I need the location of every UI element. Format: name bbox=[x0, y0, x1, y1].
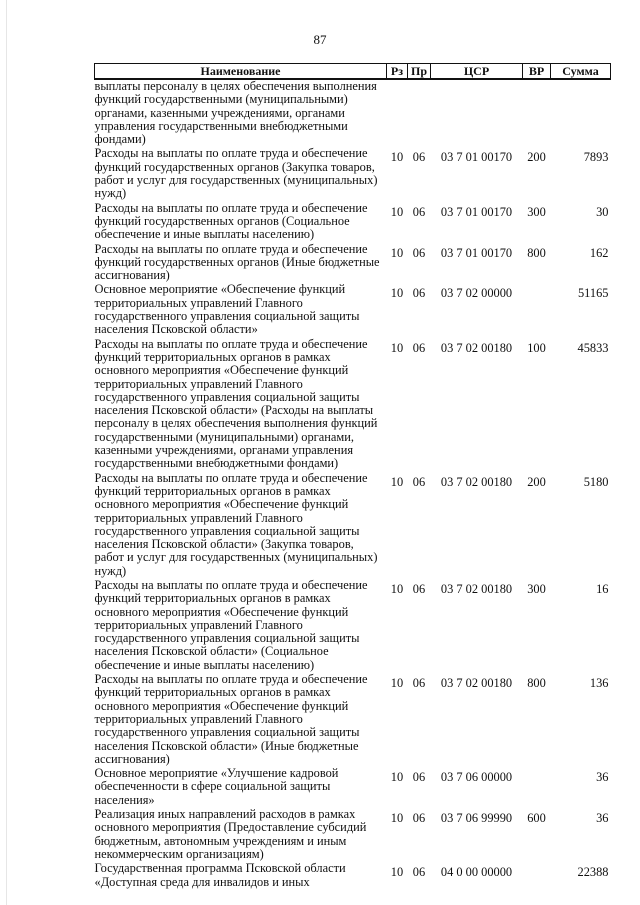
row-sum: 7893 bbox=[583, 150, 609, 165]
row-csr: 03 7 06 99990 bbox=[440, 811, 513, 826]
row-sum: 51165 bbox=[577, 286, 609, 301]
row-pr: 06 bbox=[412, 286, 426, 301]
row-sum: 136 bbox=[589, 676, 609, 691]
row-name: Расходы на выплаты по оплате труда и обеспечение функций территориальных органов в рамках основного мероприятия «Обеспечение функций территориальных управлений Главного государственного управления социальной защиты населения Псковской области» (Социальное обеспечение и иные выплаты населению) bbox=[94, 577, 368, 672]
row-vr bbox=[523, 766, 551, 807]
header-pr: Пр bbox=[408, 64, 431, 80]
row-vr bbox=[523, 282, 551, 336]
page-number: 87 bbox=[313, 32, 327, 47]
row-rz: 10 bbox=[390, 204, 404, 219]
row-csr: 03 7 06 00000 bbox=[440, 770, 513, 785]
row-sum: 16 bbox=[596, 581, 609, 596]
row-vr: 800 bbox=[527, 676, 546, 691]
row-csr: 03 7 02 00000 bbox=[440, 286, 513, 301]
row-csr: 03 7 01 00170 bbox=[440, 204, 513, 219]
row-pr: 06 bbox=[412, 676, 426, 691]
header-sum: Сумма bbox=[551, 64, 611, 80]
table-row bbox=[95, 766, 611, 807]
row-pr: 06 bbox=[412, 340, 426, 355]
row-csr: 03 7 02 00180 bbox=[440, 676, 513, 691]
row-name: Расходы на выплаты по оплате труда и обеспечение функций государственных органов (Иные бюджетные ассигнования) bbox=[94, 241, 380, 283]
row-pr: 06 bbox=[412, 770, 426, 785]
row-sum: 36 bbox=[596, 811, 609, 826]
row-rz: 10 bbox=[390, 245, 404, 260]
scan-edge bbox=[6, 0, 7, 905]
row-sum: 162 bbox=[589, 245, 609, 260]
table-row bbox=[95, 807, 611, 861]
table-row bbox=[95, 146, 611, 200]
row-rz: 10 bbox=[390, 865, 404, 880]
row-pr: 06 bbox=[412, 204, 426, 219]
row-name: Основное мероприятие «Обеспечение функций территориальных управлений Главного государственного управления социальной защиты населения Псковской области» bbox=[94, 282, 360, 337]
header-rz: Рз bbox=[387, 64, 408, 80]
row-sum: 30 bbox=[596, 204, 609, 219]
row-csr: 03 7 01 00170 bbox=[440, 245, 513, 260]
row-sum: 45833 bbox=[577, 340, 609, 355]
row-pr: 06 bbox=[412, 245, 426, 260]
row-rz: 10 bbox=[390, 286, 404, 301]
row-vr bbox=[523, 861, 551, 889]
row-vr: 300 bbox=[527, 204, 546, 219]
budget-table bbox=[94, 63, 611, 889]
row-name: Расходы на выплаты по оплате труда и обеспечение функций территориальных органов в рамках основного мероприятия «Обеспечение функций территориальных управлений Главного государственного управления социальной защиты населения Псковской области» (Закупка товаров, работ и услуг для государственных (муниципальных) нужд) bbox=[94, 470, 378, 578]
row-vr: 800 bbox=[527, 245, 546, 260]
row-rz: 10 bbox=[390, 150, 404, 165]
table-row bbox=[95, 672, 611, 766]
row-name: Расходы на выплаты по оплате труда и обеспечение функций территориальных органов в рамках основного мероприятия «Обеспечение функций территориальных управлений Главного государственного управления социальной защиты населения Псковской области» (Расходы на выплаты персоналу в целях обеспечения выполнения функций государственными (муниципальными) органами, казенными учреждениями, органами управления государственными внебюджетными фондами) bbox=[94, 336, 378, 471]
row-csr: 03 7 02 00180 bbox=[440, 581, 513, 596]
row-pr: 06 bbox=[412, 150, 426, 165]
row-name: Расходы на выплаты по оплате труда и обеспечение функций территориальных органов в рамках основного мероприятия «Обеспечение функций территориальных управлений Главного государственного управления социальной защиты населения Псковской области» (Иные бюджетные ассигнования) bbox=[94, 672, 368, 766]
row-name: Реализация иных направлений расходов в рамках основного мероприятия (Предоставление субсидий бюджетным, автономным учреждениям и иным некоммерческим организациям) bbox=[94, 807, 367, 861]
row-csr: 03 7 02 00180 bbox=[440, 340, 513, 355]
continuation-row bbox=[95, 79, 611, 146]
row-csr: 03 7 01 00170 bbox=[440, 150, 513, 165]
header-vr: ВР bbox=[523, 64, 551, 80]
row-rz: 10 bbox=[390, 340, 404, 355]
row-name: Расходы на выплаты по оплате труда и обеспечение функций государственных органов (Закупка товаров, работ и услуг для государственных (муниципальных) нужд) bbox=[94, 146, 378, 201]
row-pr: 06 bbox=[412, 474, 426, 489]
header-csr: ЦСР bbox=[431, 64, 523, 80]
table-row bbox=[95, 242, 611, 283]
row-sum: 36 bbox=[596, 770, 609, 785]
row-vr: 200 bbox=[527, 474, 546, 489]
table-row bbox=[95, 861, 611, 889]
row-sum: 22388 bbox=[577, 865, 609, 880]
header-name: Наименование bbox=[95, 64, 387, 80]
continuation-text: выплаты персоналу в целях обеспечения выполнения функций государственными (муниципальными) органами, казенными учреждениями, органами управления государственными внебюджетными фондами) bbox=[94, 79, 377, 147]
row-vr: 100 bbox=[527, 340, 546, 355]
table-row bbox=[95, 578, 611, 672]
row-rz: 10 bbox=[390, 676, 404, 691]
row-vr: 600 bbox=[527, 811, 546, 826]
row-vr: 200 bbox=[527, 150, 546, 165]
table-row bbox=[95, 282, 611, 336]
row-pr: 06 bbox=[412, 865, 426, 880]
row-rz: 10 bbox=[390, 811, 404, 826]
row-rz: 10 bbox=[390, 474, 404, 489]
row-csr: 03 7 02 00180 bbox=[440, 474, 513, 489]
row-vr: 300 bbox=[527, 581, 546, 596]
row-pr: 06 bbox=[412, 581, 426, 596]
row-sum: 5180 bbox=[583, 474, 609, 489]
row-csr: 04 0 00 00000 bbox=[440, 865, 513, 880]
table-row bbox=[95, 337, 611, 471]
table-row bbox=[95, 201, 611, 242]
row-name: Государственная программа Псковской области «Доступная среда для инвалидов и иных bbox=[94, 861, 346, 889]
row-pr: 06 bbox=[412, 811, 426, 826]
table-row bbox=[95, 471, 611, 578]
row-name: Основное мероприятие «Улучшение кадровой обеспеченности в сфере социальной защиты населения» bbox=[94, 766, 339, 807]
table-header-row bbox=[95, 64, 611, 80]
row-name: Расходы на выплаты по оплате труда и обеспечение функций государственных органов (Социальное обеспечение и иные выплаты населению) bbox=[94, 200, 368, 242]
row-rz: 10 bbox=[390, 770, 404, 785]
row-rz: 10 bbox=[390, 581, 404, 596]
